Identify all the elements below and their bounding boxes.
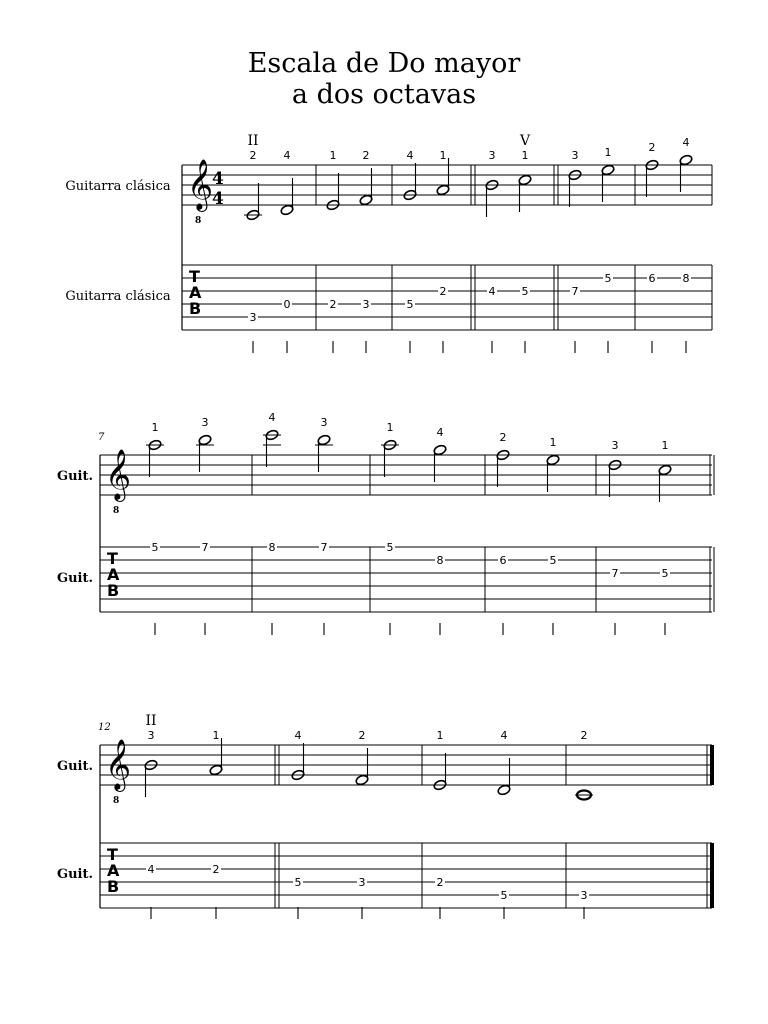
tab-fret-number: 7 bbox=[611, 567, 619, 580]
fingering-number: 1 bbox=[212, 729, 220, 742]
tab-clef-b: B bbox=[107, 877, 120, 896]
system-2 bbox=[57, 411, 714, 635]
half-notehead bbox=[355, 774, 369, 786]
half-notehead bbox=[317, 434, 331, 446]
tab-fret-number: 4 bbox=[488, 285, 496, 298]
tab-fret-number: 8 bbox=[436, 554, 444, 567]
half-notehead bbox=[433, 444, 447, 456]
half-notehead bbox=[546, 454, 560, 466]
fingering-number: 4 bbox=[682, 136, 690, 149]
treble-clef-icon: 𝄞 bbox=[105, 449, 132, 500]
half-notehead bbox=[601, 164, 615, 176]
half-notehead bbox=[359, 194, 373, 206]
tab-clef-t: T bbox=[107, 845, 118, 864]
staff-instrument-name: Guitarra clásica bbox=[65, 179, 171, 194]
system-3 bbox=[57, 713, 712, 919]
fingering-number: 4 bbox=[294, 729, 302, 742]
fingering-number: 2 bbox=[648, 141, 656, 154]
clef-octave-mark: 8 bbox=[195, 216, 202, 226]
tab-fret-number: 5 bbox=[500, 889, 508, 902]
time-signature-denominator: 4 bbox=[212, 189, 224, 209]
tab-fret-number: 5 bbox=[151, 541, 159, 554]
half-notehead bbox=[497, 784, 511, 796]
tab-fret-number: 3 bbox=[249, 311, 257, 324]
tab-fret-number: 8 bbox=[268, 541, 276, 554]
tab-fret-number: 3 bbox=[358, 876, 366, 889]
score-title: Escala de Do mayor bbox=[247, 48, 521, 79]
half-notehead bbox=[198, 434, 212, 446]
fingering-number: 3 bbox=[488, 149, 496, 162]
tab-fret-number: 5 bbox=[406, 298, 414, 311]
tab-fret-number: 7 bbox=[320, 541, 328, 554]
fingering-number: 1 bbox=[661, 439, 669, 452]
fingering-number: 1 bbox=[436, 729, 444, 742]
tab-clef-b: B bbox=[189, 299, 202, 318]
tab-fret-number: 5 bbox=[386, 541, 394, 554]
half-notehead bbox=[658, 464, 672, 476]
tab-fret-number: 2 bbox=[436, 876, 444, 889]
fingering-number: 1 bbox=[549, 436, 557, 449]
clef-octave-mark: 8 bbox=[113, 796, 120, 806]
tab-fret-number: 5 bbox=[521, 285, 529, 298]
measure-number: 7 bbox=[98, 432, 105, 443]
fingering-number: 2 bbox=[362, 149, 370, 162]
tab-clef-a: A bbox=[189, 283, 202, 302]
position-mark: V bbox=[519, 133, 531, 149]
tab-fret-number: 5 bbox=[549, 554, 557, 567]
tab-fret-number: 3 bbox=[580, 889, 588, 902]
half-notehead bbox=[679, 154, 693, 166]
tab-fret-number: 2 bbox=[329, 298, 337, 311]
fingering-number: 4 bbox=[500, 729, 508, 742]
tab-clef-t: T bbox=[189, 267, 200, 286]
tab-instrument-name: Guit. bbox=[56, 571, 94, 586]
fingering-number: 2 bbox=[249, 149, 257, 162]
fingering-number: 1 bbox=[386, 421, 394, 434]
tab-fret-number: 6 bbox=[648, 272, 656, 285]
fingering-number: 3 bbox=[201, 416, 209, 429]
fingering-number: 2 bbox=[499, 431, 507, 444]
fingering-number: 3 bbox=[611, 439, 619, 452]
tab-fret-number: 5 bbox=[604, 272, 612, 285]
tab-fret-number: 3 bbox=[362, 298, 370, 311]
tab-fret-number: 7 bbox=[571, 285, 579, 298]
fingering-number: 4 bbox=[283, 149, 291, 162]
systems bbox=[57, 133, 714, 919]
fingering-number: 1 bbox=[439, 149, 447, 162]
staff-instrument-name: Guit. bbox=[56, 469, 94, 484]
position-mark: II bbox=[247, 133, 259, 149]
tab-fret-number: 0 bbox=[283, 298, 291, 311]
clef-octave-mark: 8 bbox=[113, 506, 120, 516]
half-notehead bbox=[518, 174, 532, 186]
fingering-number: 1 bbox=[151, 421, 159, 434]
fingering-number: 3 bbox=[147, 729, 155, 742]
tab-clef-a: A bbox=[107, 861, 120, 880]
tab-fret-number: 2 bbox=[212, 863, 220, 876]
time-signature-numerator: 4 bbox=[212, 169, 224, 189]
fingering-number: 4 bbox=[268, 411, 276, 424]
tab-fret-number: 4 bbox=[147, 863, 155, 876]
fingering-number: 1 bbox=[604, 146, 612, 159]
half-notehead bbox=[209, 764, 223, 776]
fingering-number: 2 bbox=[358, 729, 366, 742]
tab-fret-number: 2 bbox=[439, 285, 447, 298]
tab-clef-t: T bbox=[107, 549, 118, 568]
fingering-number: 4 bbox=[406, 149, 414, 162]
fingering-number: 3 bbox=[320, 416, 328, 429]
fingering-number: 4 bbox=[436, 426, 444, 439]
tab-fret-number: 7 bbox=[201, 541, 209, 554]
tab-fret-number: 6 bbox=[499, 554, 507, 567]
half-notehead bbox=[280, 204, 294, 216]
fingering-number: 1 bbox=[521, 149, 529, 162]
tab-instrument-name: Guitarra clásica bbox=[65, 289, 171, 304]
fingering-number: 2 bbox=[580, 729, 588, 742]
position-mark: II bbox=[145, 713, 157, 729]
tab-instrument-name: Guit. bbox=[56, 867, 94, 882]
fingering-number: 1 bbox=[329, 149, 337, 162]
tab-fret-number: 8 bbox=[682, 272, 690, 285]
tab-fret-number: 5 bbox=[294, 876, 302, 889]
score-subtitle: a dos octavas bbox=[291, 79, 477, 110]
treble-clef-icon: 𝄞 bbox=[105, 739, 132, 790]
fingering-number: 3 bbox=[571, 149, 579, 162]
staff-instrument-name: Guit. bbox=[56, 759, 94, 774]
measure-number: 12 bbox=[98, 722, 111, 733]
tab-clef-b: B bbox=[107, 581, 120, 600]
tab-fret-number: 5 bbox=[661, 567, 669, 580]
tab-clef-a: A bbox=[107, 565, 120, 584]
treble-clef-icon: 𝄞 bbox=[187, 159, 214, 210]
half-notehead bbox=[436, 184, 450, 196]
system-1 bbox=[65, 133, 712, 353]
